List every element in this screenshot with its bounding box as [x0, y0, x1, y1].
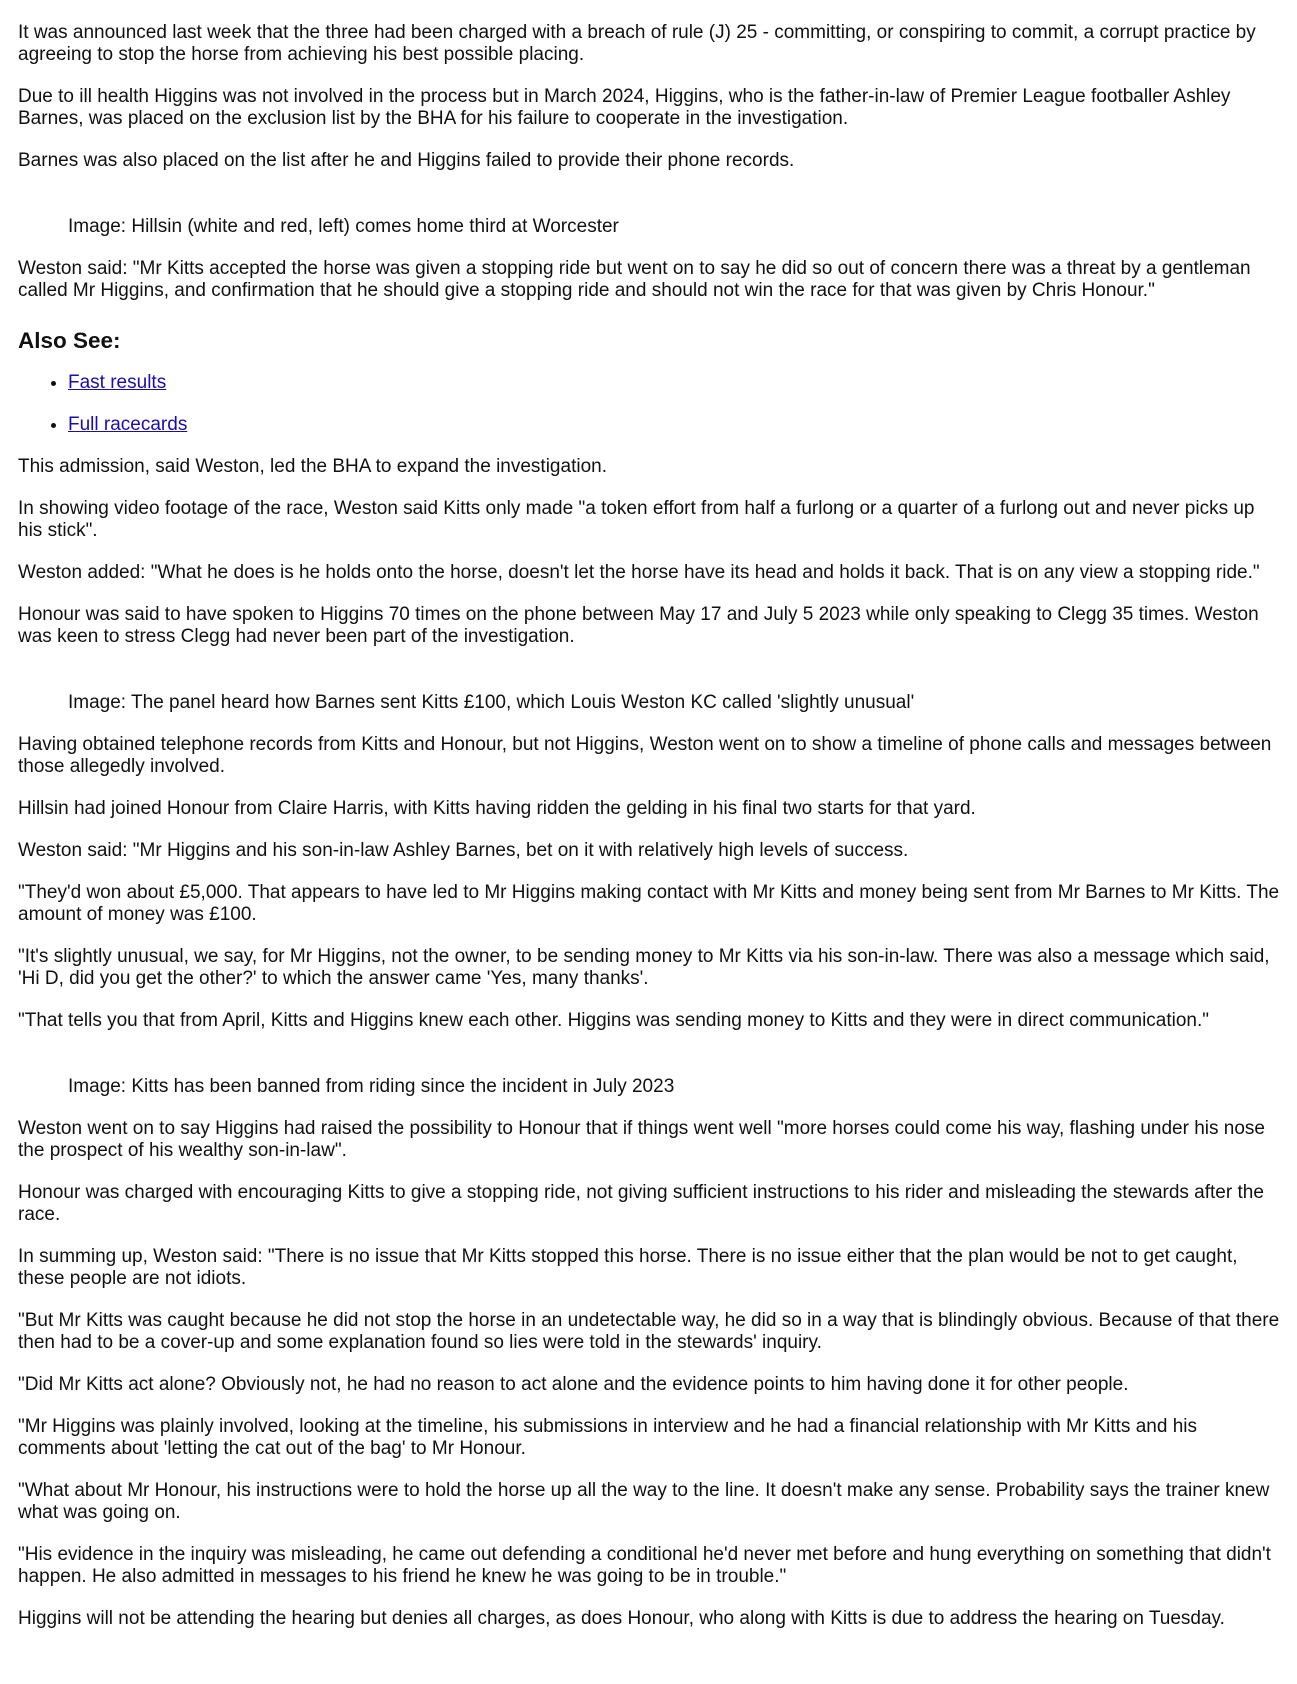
link-full-racecards[interactable]: Full racecards	[68, 414, 188, 435]
link-fast-results[interactable]: Fast results	[68, 372, 167, 393]
paragraph: "Did Mr Kitts act alone? Obviously not, he had no reason to act alone and the evidence points to him having done it for other people.	[18, 1374, 1129, 1395]
paragraph: Weston said: "Mr Higgins and his son-in-law Ashley Barnes, bet on it with relatively high levels of success.	[18, 840, 909, 861]
article-body	[18, 22, 1282, 1650]
paragraph: Hillsin had joined Honour from Claire Harris, with Kitts having ridden the gelding in his final two starts for that yard.	[18, 798, 976, 819]
paragraph: "But Mr Kitts was caught because he did not stop the horse in an undetectable way, he did so in a way that is blindingly obvious. Because of that there then had to be a cover-up and some explanation found so lies were told in the stewards' inquiry.	[18, 1310, 1280, 1353]
paragraph: Having obtained telephone records from Kitts and Honour, but not Higgins, Weston went on to show a timeline of phone calls and messages between those allegedly involved.	[18, 734, 1272, 777]
paragraph: "Mr Higgins was plainly involved, looking at the timeline, his submissions in interview and he had a financial relationship with Mr Kitts and his comments about 'letting the cat out of the bag' to Mr Honour.	[18, 1416, 1197, 1459]
paragraph: "It's slightly unusual, we say, for Mr Higgins, not the owner, to be sending money to Mr Kitts via his son-in-law. There was also a message which said, 'Hi D, did you get the other?' to which the answer came 'Yes, many thanks'.	[18, 946, 1270, 989]
paragraph: In summing up, Weston said: "There is no issue that Mr Kitts stopped this horse. There is no issue either that the plan would be not to get caught, these people are not idiots.	[18, 1246, 1238, 1289]
also-see-heading: Also See:	[18, 328, 121, 353]
paragraph: This admission, said Weston, led the BHA to expand the investigation.	[18, 456, 607, 477]
paragraph: Barnes was also placed on the list after he and Higgins failed to provide their phone records.	[18, 150, 795, 171]
paragraph: Honour was charged with encouraging Kitts to give a stopping ride, not giving sufficient instructions to his rider and misleading the stewards after the race.	[18, 1182, 1264, 1225]
paragraph: "They'd won about £5,000. That appears to have led to Mr Higgins making contact with Mr Kitts and money being sent from Mr Barnes to Mr Kitts. The amount of money was £100.	[18, 882, 1280, 925]
paragraph: Honour was said to have spoken to Higgins 70 times on the phone between May 17 and July 5 2023 while only speaking to Clegg 35 times. Weston was keen to stress Clegg had never been part of the investigation.	[18, 604, 1259, 647]
paragraph: In showing video footage of the race, Weston said Kitts only made "a token effort from half a furlong or a quarter of a furlong out and never picks up his stick".	[18, 498, 1255, 541]
also-see-list	[18, 372, 1282, 436]
paragraph: "That tells you that from April, Kitts and Higgins knew each other. Higgins was sending money to Kitts and they were in direct communication."	[18, 1010, 1210, 1031]
paragraph: Higgins will not be attending the hearing but denies all charges, as does Honour, who along with Kitts is due to address the hearing on Tuesday.	[18, 1608, 1225, 1629]
paragraph: Weston went on to say Higgins had raised the possibility to Honour that if things went well "more horses could come his way, flashing under his nose the prospect of his wealthy son-in-law".	[18, 1118, 1265, 1161]
list-item	[68, 414, 1282, 436]
image-caption: Image: Kitts has been banned from riding since the incident in July 2023	[68, 1076, 675, 1097]
paragraph: Weston added: "What he does is he holds onto the horse, doesn't let the horse have its head and holds it back. That is on any view a stopping ride."	[18, 562, 1260, 583]
paragraph: Due to ill health Higgins was not involved in the process but in March 2024, Higgins, who is the father-in-law of Premier League footballer Ashley Barnes, was placed on the exclusion list by the BHA for his failure to cooperate in the investigation.	[18, 86, 1231, 129]
paragraph: "His evidence in the inquiry was misleading, he came out defending a conditional he'd never met before and hung everything on something that didn't happen. He also admitted in messages to his friend he knew he was going to be in trouble."	[18, 1544, 1271, 1587]
paragraph: It was announced last week that the three had been charged with a breach of rule (J) 25 - committing, or conspiring to commit, a corrupt practice by agreeing to stop the horse from achieving his best possible placing.	[18, 22, 1256, 65]
list-item	[68, 372, 1282, 394]
paragraph: Weston said: "Mr Kitts accepted the horse was given a stopping ride but went on to say he did so out of concern there was a threat by a gentleman called Mr Higgins, and confirmation that he should give a stopping ride and should not win the race for that was given by Chris Honour."	[18, 258, 1251, 301]
image-caption: Image: Hillsin (white and red, left) comes home third at Worcester	[68, 216, 619, 237]
image-caption: Image: The panel heard how Barnes sent Kitts £100, which Louis Weston KC called 'slightly unusual'	[68, 692, 915, 713]
paragraph: "What about Mr Honour, his instructions were to hold the horse up all the way to the line. It doesn't make any sense. Probability says the trainer knew what was going on.	[18, 1480, 1270, 1523]
